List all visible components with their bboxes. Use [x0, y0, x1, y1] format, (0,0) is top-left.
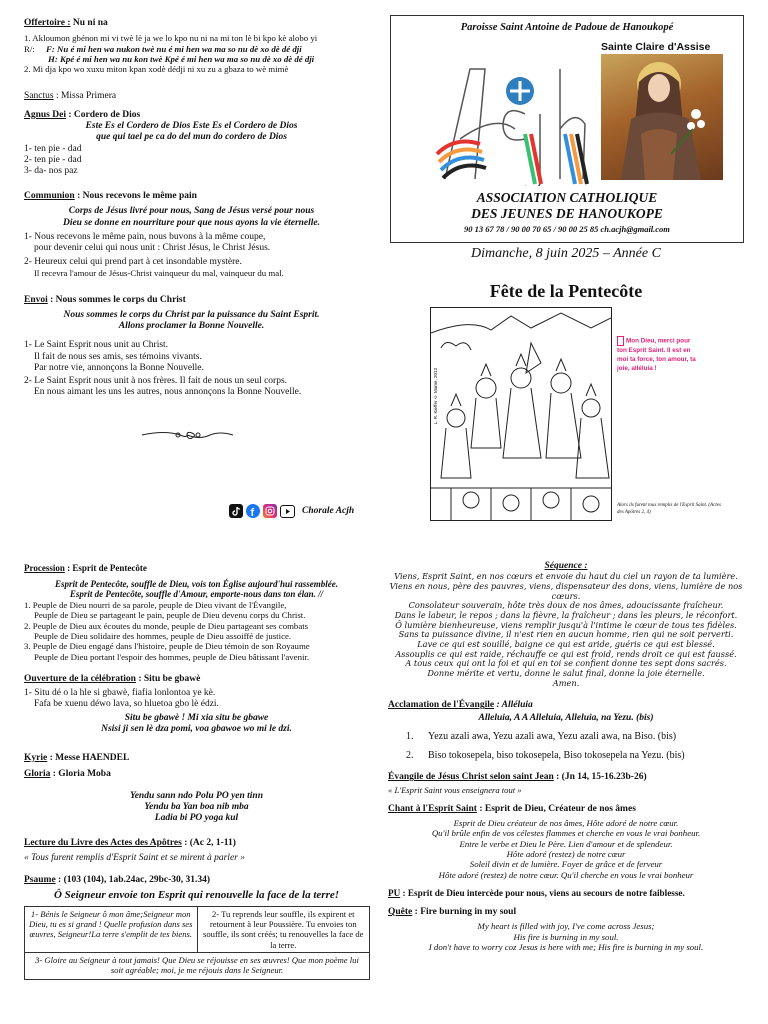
- illustration-caption: Alors ils furent tous remplis de l'Esprit Saint. (Actes des Apôtres 2, 4): [617, 503, 721, 515]
- offertoire-refrain: R/: F: Nu é mi hen wa nukon twè nu é mi hen wa ma so nu dè xo dè dé dji H: Kpé é mi hen wa nu kon twè Kpé é mi hen wa ma so nu dè xo dè dé dji: [24, 43, 315, 64]
- contacts-line: 90 13 67 78 / 90 00 70 65 / 90 00 25 85 ch.acjh@gmail.com: [464, 224, 670, 234]
- youtube-icon[interactable]: [280, 505, 295, 518]
- saint-portrait: [601, 54, 723, 180]
- feast-title: Fête de la Pentecôte: [489, 281, 643, 301]
- offertoire-verse-2: 2. Mi dja kpo wo xuxu miton kpan xodè dédji ni xu zu a gbaza to wè mimè: [24, 64, 289, 75]
- svg-text:f: f: [250, 507, 255, 518]
- chant-esprit-heading: Chant à l'Esprit Saint : Esprit de Dieu, Créateur de nos âmes: [388, 803, 636, 814]
- offertoire-heading: Offertoire : Nu ni na: [24, 18, 108, 28]
- procession-heading: Procession : Esprit de Pentecôte: [24, 563, 147, 573]
- offertoire-verse-1: 1. Akloumon gbénon mi vi twè lè ja we lo kpo nu ni na mi ton lè bi kpo kè alobo yi: [24, 33, 318, 44]
- envoi-heading: Envoi : Nous sommes le corps du Christ: [24, 294, 186, 305]
- left-bottom-column: Procession : Esprit de Pentecôte Esprit de Pentecôte, souffle de Dieu, vois ton Église aujourd'hui rassemblée. Esprit de Pentecôte, souffle d'Amour, emporte-nous dans ton élan. // 1. Peuple de Dieu nourri de sa parole, peuple de Dieu vivant de l'Évangile, Peuple de Dieu se partageant le pain, peuple de Dieu devenu corps du Christ. 2. Peuple de Dieu aux écoutes du monde, peuple de Dieu partageant ses combats Peuple de Dieu solidaire des hommes, peuple de Dieu assoiffé de justice. 3. Peuple de Dieu engagé dans l'histoire, peuple de Dieu témoin de son Royaume Peuple de Dieu portant l'espoir des hommes, peuple de Dieu bâtissant l'avenir. Ouverture de la célébration : Situ be gbawè 1- Situ dé o la hle si gbawè, fiafia lonlontoa ye kè. Fafa be xuenu déwo lava, so hluetoa gbo lè édzi. Situ be gbawè ! Mi xia situ be gbawe Nsisi ji sen lè dza pomi, voa gbawoe wo mi le dzi. Kyrie : Messe HAENDEL Gloria : Gloria Moba Yendu sann ndo Polu PO yen tinn Yendu ba Yan boa nib mba Ladia bi PO yoga kul Lecture du Livre des Actes des Apôtres : (Ac 2, 1-11) « Tous furent remplis d'Esprit Saint et se mirent à parler » Psaume : (103 (104), 1ab.24ac, 29bc-30, 31.34) Ô Seigneur envoie ton Esprit qui renouvelle la face de la terre! 1- Bénis le Seigneur ô mon âme;Seigneur mon Dieu, tu es si grand ! Quelle profusion dans ses œuvres, Seigneur!La terre s'emplit de tes biens. 2- Tu reprends leur souffle, ils expirent et retournent à leur Poussière. Tu envoies ton souffle, ils sont créés; tu renouvelles la face de la terre. 3- Gloire au Seigneur à tout jamais! Que Dieu se réjouisse en ses œuvres! Que mon poème lui soit agréable; moi, je me réjouis dans le Seigneur.: [24, 563, 369, 980]
- psalm-verse-3: 3- Gloire au Seigneur à tout jamais! Que Dieu se réjouisse en ses œuvres! Que mon poème lui soit agréable; moi, je me réjouis dans le Seigneur.: [25, 952, 370, 979]
- acclamation-heading: Acclamation de l'Évangile : Alléluia: [388, 700, 533, 711]
- child-figure-icon: [617, 336, 624, 346]
- communion-heading: Communion : Nous recevons le même pain: [24, 191, 197, 202]
- saint-name: Sainte Claire d'Assise: [601, 41, 711, 53]
- acjh-logo: [425, 44, 593, 186]
- quete-heading: Quête : Fire burning in my soul: [388, 906, 517, 917]
- psalm-verse-1: 1- Bénis le Seigneur ô mon âme;Seigneur mon Dieu, tu es si grand ! Quelle profusion dans ses œuvres, Seigneur!La terre s'emplit de tes biens.: [25, 906, 198, 952]
- service-date: Dimanche, 8 juin 2025 – Année C: [471, 246, 661, 261]
- lecture-heading: Lecture du Livre des Actes des Apôtres : (Ac 2, 1-11): [24, 838, 236, 849]
- chorale-label: Chorale Acjh: [302, 506, 355, 516]
- gloria-line: Gloria : Gloria Moba: [24, 769, 111, 780]
- sanctus-line: Sanctus : Missa Primera: [24, 90, 117, 101]
- ouverture-heading: Ouverture de la célébration : Situ be gbawè: [24, 674, 201, 685]
- social-row: [229, 504, 357, 518]
- quete-text: My heart is filled with joy, I've come across Jesus; His fire is burning in my soul. I don't have to worry coz Jesus is here with me; His fire is burning in my soul.: [428, 921, 704, 952]
- agnus-heading: Agnus Dei : Cordero de Dios: [24, 109, 141, 120]
- evangile-heading: Évangile de Jésus Christ selon saint Jean : (Jn 14, 15-16.23b-26): [388, 772, 647, 783]
- speech-bubble: Mon Dieu, merci pour ton Esprit Saint. Il est en moi ta force, ton amour, ta joie, alléluia !: [617, 337, 696, 373]
- ornament-divider: [140, 428, 235, 442]
- pu-line: PU : Esprit de Dieu intercède pour nous, viens au secours de notre faiblesse.: [388, 888, 685, 899]
- illustration-credit: L. R. Kieffer © Mame, 2013: [433, 368, 438, 425]
- psaume-antienne: Ô Seigneur envoie ton Esprit qui renouvelle la face de la terre!: [53, 888, 340, 901]
- pentecost-illustration: [430, 307, 612, 521]
- association-name: ASSOCIATION CATHOLIQUE DES JEUNES DE HANOUKOPE: [471, 190, 663, 221]
- instagram-icon[interactable]: [263, 504, 277, 518]
- kyrie-line: Kyrie : Messe HAENDEL: [24, 753, 130, 764]
- tiktok-icon[interactable]: [229, 504, 243, 518]
- psalm-verse-2: 2- Tu reprends leur souffle, ils expirent et retournent à leur Poussière. Tu envoies ton souffle, ils sont créés; tu renouvelles la face de la terre.: [197, 906, 370, 952]
- chant-esprit-text: Esprit de Dieu créateur de nos âmes, Hôte adoré de notre cœur. Qu'il brûle enfin de vos célestes flammes et cherche en vous le vrai bonheur. Entre le verbe et Dieu le Père. Lien d'amour et de splendeur. Hôte adoré (restez) de notre cœur Soleil divin et de lumière. Foyer de grâce et de ferveur Hôte adoré (restez) de notre cœur. Qu'il cherche en vous le vrai bonheur: [431, 817, 701, 880]
- sequence-heading: Séquence :: [544, 561, 588, 571]
- psaume-heading: Psaume : (103 (104), 1ab.24ac, 29bc-30, 31.34): [24, 874, 211, 885]
- header-box: [390, 15, 744, 243]
- facebook-icon[interactable]: [246, 504, 260, 518]
- parish-name: Paroisse Saint Antoine de Padoue de Hanoukopé: [460, 22, 674, 33]
- sequence-text: Viens, Esprit Saint, en nos cœurs et envoie du haut du ciel un rayon de ta lumière. Viens en nous, père des pauvres, viens, dispensateur des dons, viens, lumière de nos cœurs. Consolateur souverain, hôte très doux de nos âmes, adoucissante fraîcheur. Dans le labeur, le repos ; dans la fièvre, la fraîcheur ; dans les pleurs, le réconfort. Ô lumière bienheureuse, viens remplir jusqu'à l'intime le cœur de tous tes fidèles. Sans ta puissance divine, il n'est rien en aucun homme, rien qui ne soit perverti. Lave ce qui est souillé, baigne ce qui est aride, guéris ce qui est blessé. Assouplis ce qui est raide, réchauffe ce qui est froid, rends droit ce qui est faussé. A tous ceux qui ont la foi et qui en toi se confient donne tes sept dons sacrés. Donne mérite et vertu, donne le salut final, donne la joie éternelle. Amen.: [389, 571, 743, 688]
- right-bottom-column: Séquence : Viens, Esprit Saint, en nos cœurs et envoie du haut du ciel un rayon de ta lumière. Viens en nous, père des pauvres, viens, dispensateur des dons, viens, lumière de nos cœurs. Consolateur souverain, hôte très doux de nos âmes, adoucissante fraîcheur. Dans le labeur, le repos ; dans la fièvre, la fraîcheur ; dans les pleurs, le réconfort. Ô lumière bienheureuse, viens remplir jusqu'à l'intime le cœur de tous tes fidèles. Sans ta puissance divine, il n'est rien en aucun homme, rien qui ne soit perverti. Lave ce qui est souillé, baigne ce qui est aride, guéris ce qui est blessé. Assouplis ce qui est raide, réchauffe ce qui est froid, rends droit ce qui est faussé. A tous ceux qui ont la foi et qui en toi se confient donne tes sept dons sacrés. Donne mérite et vertu, donne le salut final, donne la joie éternelle. Amen. Acclamation de l'Évangile : Alléluia Alleluia, A A Alleluia, Alleluia, na Yezu. (bis) 1. Yezu azali awa, Yezu azali awa, Yezu azali awa, na Biso. (bis) 2. Biso tokosepela, biso tokosepela, Biso tokosepela na Yezu. (bis) Évangile de Jésus Christ selon saint Jean : (Jn 14, 15-16.23b-26) « L'Esprit Saint vous enseignera tout » Chant à l'Esprit Saint : Esprit de Dieu, Créateur de nos âmes Esprit de Dieu créateur de nos âmes, Hôte adoré de notre cœur. Qu'il brûle enfin de vos célestes flammes et cherche en vous le vrai bonheur. Entre le verbe et Dieu le Père. Lien d'amour et de splendeur. Hôte adoré (restez) de notre cœur Soleil divin et de lumière. Foyer de grâce et de ferveur Hôte adoré (restez) de notre cœur. Qu'il cherche en vous le vrai bonheur PU : Esprit de Dieu intercède pour nous, viens au secours de notre faiblesse. Quête : Fire burning in my soul My heart is filled with joy, I've come across Jesus; His fire is burning in my soul. I don't have to worry coz Jesus is here with me; His fire is burning in my soul.: [388, 561, 743, 952]
- left-top-column: Offertoire : Nu ni na 1. Akloumon gbénon mi vi twè lè ja we lo kpo nu ni na mi ton lè bi kpo kè alobo yi R/: F: Nu é mi hen wa nukon twè nu é mi hen wa ma so nu dè xo dè dé dji H: Kpé é mi hen wa nu kon twè Kpé é mi hen wa ma so nu dè xo dè dé dji 2. Mi dja kpo wo xuxu miton kpan xodè dédji ni xu zu a gbaza to wè mimè Sanctus : Missa Primera Agnus Dei : Cordero de Dios Este Es el Cordero de Dios Este Es el Cordero de Dios que qui tael pe ca do del mun do cordero de Dios 1- ten pie - dad 2- ten pie - dad 3- da- nos paz Communion : Nous recevons le même pain Corps de Jésus livré pour nous, Sang de Jésus versé pour nous Dieu se donne en nourriture pour que nous ayons la vie éternelle. 1- Nous recevons le même pain, nous buvons à la même coupe, pour devenir celui qui nous unit : Christ Jésus, le Christ Jésus. 2- Heureux celui qui prend part à cet insondable mystère. Il recevra l'amour de Jésus-Christ vainqueur du mal, vainqueur du mal. Envoi : Nous sommes le corps du Christ Nous sommes le corps du Christ par la puissance du Saint Esprit. Allons proclamer la Bonne Nouvelle. 1- Le Saint Esprit nous unit au Christ. Il fait de nous ses amis, ses témoins vivants. Par notre vie, annonçons la Bonne Nouvelle. 2- Le Saint Esprit nous unit à nos frères. Il fait de nous un seul corps. En nous aimant les uns les autres, nous annonçons la Bonne Nouvelle.: [24, 18, 359, 398]
- psalm-table: [24, 906, 370, 980]
